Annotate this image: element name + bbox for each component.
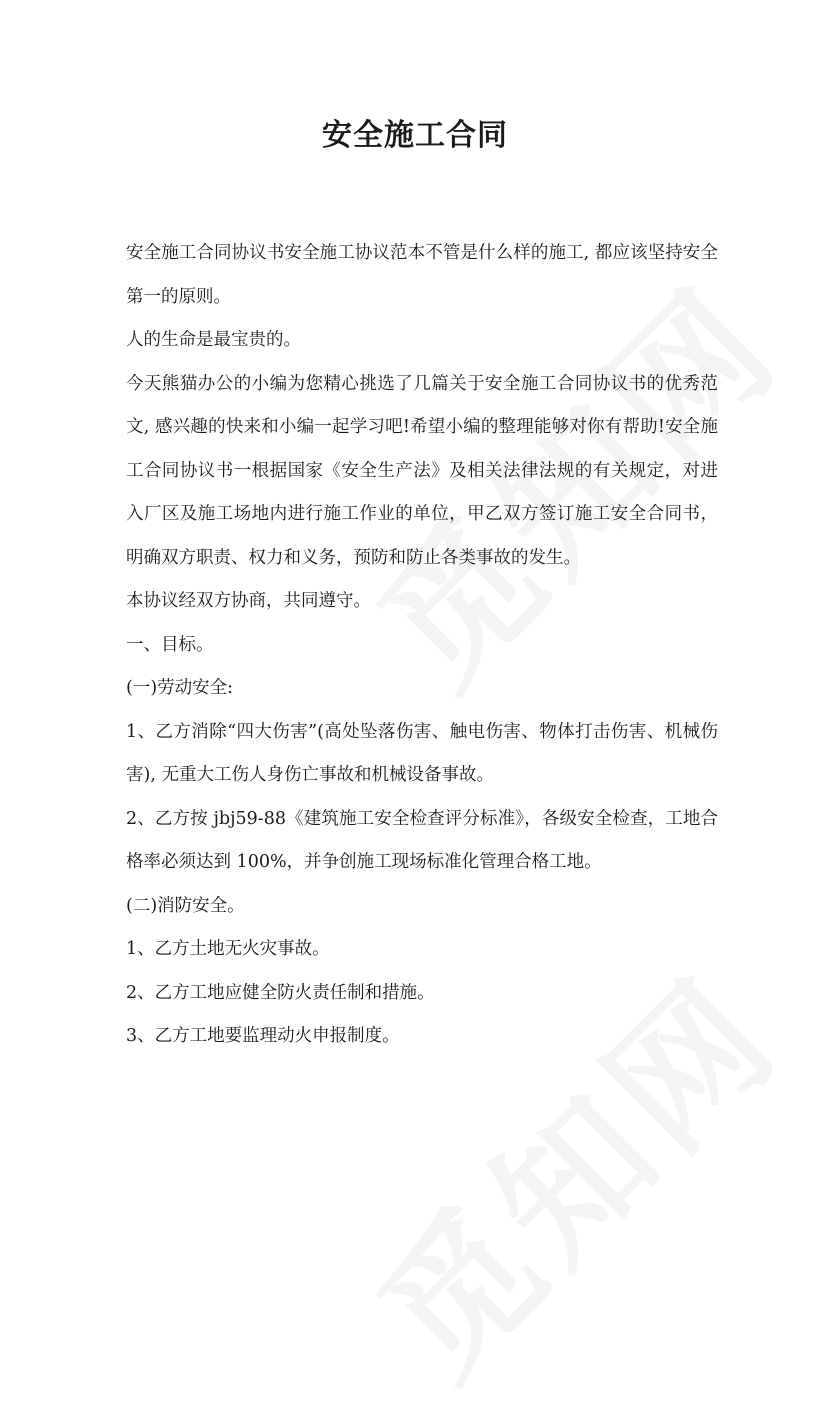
- paragraph-agreement: 本协议经双方协商，共同遵守。: [126, 591, 371, 611]
- list-item: 3、乙方工地要监理动火申报制度。: [126, 1026, 400, 1046]
- document-body: [126, 232, 718, 1059]
- subsection-fire-safety: (二)消防安全。: [126, 895, 245, 916]
- list-item: 2、乙方工地应健全防火责任制和措施。: [126, 982, 435, 1003]
- document-title: 安全施工合同: [322, 118, 508, 153]
- list-item: 1、乙方消除“四大伤害”(高处坠落伤害、触电伤害、物体打击伤害、机械伤害), 无重大工伤人身伤亡事故和机械设备事故。: [126, 721, 718, 785]
- paragraph-intro: 安全施工合同协议书安全施工协议范本不管是什么样的施工, 都应该坚持安全第一的原则。: [126, 243, 718, 307]
- section-heading-goals: 一、目标。: [126, 634, 214, 655]
- list-item: 2、乙方按 jbj59-88《建筑施工安全检查评分标准》，各级安全检查，工地合格率必须达到 100%，并争创施工现场标准化管理合格工地。: [126, 808, 718, 872]
- list-item: 1、乙方土地无火灾事故。: [126, 939, 330, 959]
- paragraph-life: 人的生命是最宝贵的。: [126, 330, 301, 350]
- subsection-labor-safety: (一)劳动安全:: [126, 678, 234, 698]
- paragraph-overview: 今天熊猫办公的小编为您精心挑选了几篇关于安全施工合同协议书的优秀范文, 感兴趣的快来和小编一起学习吧!希望小编的整理能够对你有帮助!安全施工合同协议书一根据国家《安全生产法》及相关法律法规的有关规定，对进入厂区及施工场地内进行施工作业的单位，甲乙双方签订施工安全合同书，明确双方职责、权力和义务，预防和防止各类事故的发生。: [126, 373, 718, 568]
